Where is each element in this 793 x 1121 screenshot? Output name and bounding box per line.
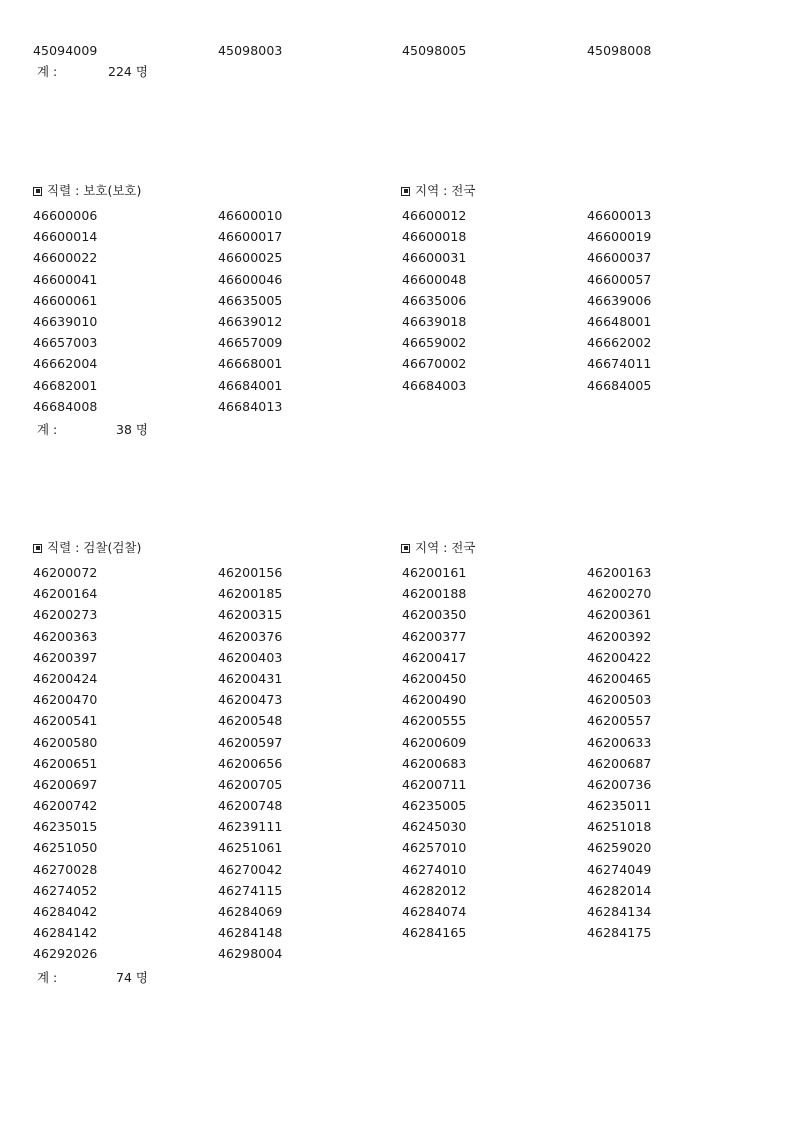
region-header-prosecution — [401, 541, 475, 555]
exam-number: 46270042 — [218, 861, 283, 877]
exam-number: 46200377 — [402, 628, 467, 644]
exam-number: 46200548 — [218, 713, 283, 729]
total-label: 계 : — [37, 64, 58, 79]
exam-number: 46200161 — [402, 565, 467, 580]
exam-number: 46251050 — [33, 840, 98, 856]
exam-number: 46200580 — [33, 734, 98, 750]
exam-number: 46239111 — [218, 819, 283, 835]
exam-number: 46235005 — [402, 798, 467, 814]
exam-number: 46200156 — [218, 565, 283, 580]
exam-number: 46600022 — [33, 250, 98, 266]
exam-number: 46200072 — [33, 565, 98, 580]
exam-number: 46639018 — [402, 313, 467, 329]
number-row — [33, 714, 773, 735]
exam-number: 46684001 — [218, 377, 283, 393]
job-label: 직렬 : 검찰(검찰) — [47, 540, 142, 555]
number-row — [33, 630, 773, 651]
exam-number: 46274010 — [402, 861, 467, 877]
exam-number: 46659002 — [402, 335, 467, 351]
exam-number: 46200273 — [33, 607, 98, 623]
exam-number: 46284165 — [402, 925, 467, 941]
exam-number: 46200363 — [33, 628, 98, 644]
region-label: 지역 : 전국 — [415, 540, 476, 555]
exam-number: 45098008 — [587, 43, 652, 58]
exam-number: 46200376 — [218, 628, 283, 644]
number-row — [33, 336, 773, 357]
job-header-prosecution — [33, 541, 141, 555]
number-row — [33, 587, 773, 608]
total-label: 계 : — [37, 970, 58, 985]
exam-number: 46200417 — [402, 649, 467, 665]
exam-number: 46200361 — [587, 607, 652, 623]
number-grid-top — [33, 44, 773, 65]
exam-number: 46200705 — [218, 776, 283, 792]
exam-number: 46282014 — [587, 882, 652, 898]
exam-number: 46684013 — [218, 398, 283, 414]
square-bullet-icon — [33, 544, 42, 553]
exam-number: 46200597 — [218, 734, 283, 750]
exam-number: 46284134 — [587, 904, 652, 919]
exam-number: 46200315 — [218, 607, 283, 623]
number-row — [33, 926, 773, 947]
exam-number: 46284074 — [402, 904, 467, 919]
exam-number: 46200697 — [33, 776, 98, 792]
job-header-protection — [33, 184, 141, 198]
exam-number: 46600017 — [218, 229, 283, 245]
exam-number: 46200736 — [587, 776, 652, 792]
exam-number: 46200163 — [587, 565, 652, 580]
exam-number: 46200397 — [33, 649, 98, 665]
number-row — [33, 693, 773, 714]
exam-number: 46200711 — [402, 776, 467, 792]
square-bullet-icon — [401, 544, 410, 553]
number-row — [33, 566, 773, 587]
total-line-prosecution — [37, 970, 148, 985]
exam-number: 46600018 — [402, 229, 467, 245]
number-row — [33, 357, 773, 378]
region-header-protection — [401, 184, 475, 198]
exam-number: 46600010 — [218, 208, 283, 223]
exam-number: 46200185 — [218, 586, 283, 602]
exam-number: 46200503 — [587, 692, 652, 708]
exam-number: 46200473 — [218, 692, 283, 708]
exam-number: 46200651 — [33, 755, 98, 771]
exam-number: 46200683 — [402, 755, 467, 771]
exam-number: 46274115 — [218, 882, 283, 898]
exam-number: 46600012 — [402, 208, 467, 223]
exam-number: 46200748 — [218, 798, 283, 814]
exam-number: 46200742 — [33, 798, 98, 814]
exam-number: 46200424 — [33, 670, 98, 686]
exam-number: 46670002 — [402, 356, 467, 372]
exam-number: 46600025 — [218, 250, 283, 266]
total-label: 계 : — [37, 422, 58, 437]
number-grid-prosecution — [33, 566, 773, 969]
total-count: 224 명 — [108, 64, 148, 79]
exam-number: 46235015 — [33, 819, 98, 835]
exam-number: 46200403 — [218, 649, 283, 665]
exam-number: 46657009 — [218, 335, 283, 351]
number-row — [33, 651, 773, 672]
exam-number: 46639006 — [587, 292, 652, 308]
exam-number: 46200656 — [218, 755, 283, 771]
exam-number: 46298004 — [218, 946, 283, 962]
exam-number: 46682001 — [33, 377, 98, 393]
exam-number: 46200450 — [402, 670, 467, 686]
total-count: 74 명 — [116, 970, 148, 985]
region-label: 지역 : 전국 — [415, 183, 476, 198]
total-line-top — [37, 64, 148, 79]
exam-number: 46668001 — [218, 356, 283, 372]
exam-number: 46284148 — [218, 925, 283, 941]
number-row — [33, 799, 773, 820]
number-row — [33, 884, 773, 905]
total-count: 38 명 — [116, 422, 148, 437]
exam-number: 46662004 — [33, 356, 98, 372]
number-grid-protection — [33, 209, 773, 421]
exam-number: 46600006 — [33, 208, 98, 223]
exam-number: 46200555 — [402, 713, 467, 729]
number-row — [33, 863, 773, 884]
exam-number: 46600013 — [587, 208, 652, 223]
square-bullet-icon — [401, 187, 410, 196]
exam-number: 46200490 — [402, 692, 467, 708]
exam-number: 46662002 — [587, 335, 652, 351]
number-row — [33, 251, 773, 272]
exam-number: 46200188 — [402, 586, 467, 602]
number-row — [33, 400, 773, 421]
exam-number: 46257010 — [402, 840, 467, 856]
exam-number: 46600037 — [587, 250, 652, 266]
exam-number: 46684003 — [402, 377, 467, 393]
total-line-protection — [37, 422, 148, 437]
exam-number: 46600014 — [33, 229, 98, 245]
exam-number: 46639012 — [218, 313, 283, 329]
exam-number: 46200633 — [587, 734, 652, 750]
exam-number: 46274049 — [587, 861, 652, 877]
exam-number: 46200270 — [587, 586, 652, 602]
exam-number: 46200470 — [33, 692, 98, 708]
number-row — [33, 757, 773, 778]
exam-number: 46282012 — [402, 882, 467, 898]
job-label: 직렬 : 보호(보호) — [47, 183, 142, 198]
exam-number: 46270028 — [33, 861, 98, 877]
exam-number: 46200164 — [33, 586, 98, 602]
exam-number: 46600048 — [402, 271, 467, 287]
exam-number: 46600061 — [33, 292, 98, 308]
number-row — [33, 841, 773, 862]
number-row — [33, 820, 773, 841]
exam-number: 46200350 — [402, 607, 467, 623]
exam-number: 46284042 — [33, 904, 98, 919]
number-row — [33, 672, 773, 693]
number-row — [33, 778, 773, 799]
number-row — [33, 736, 773, 757]
exam-number: 46284142 — [33, 925, 98, 941]
exam-number: 46259020 — [587, 840, 652, 856]
exam-number: 46600046 — [218, 271, 283, 287]
number-row — [33, 44, 773, 65]
number-row — [33, 273, 773, 294]
exam-number: 46200422 — [587, 649, 652, 665]
exam-number: 46600057 — [587, 271, 652, 287]
number-row — [33, 209, 773, 230]
exam-number: 46284069 — [218, 904, 283, 919]
exam-number: 46200541 — [33, 713, 98, 729]
exam-number: 46635005 — [218, 292, 283, 308]
exam-number: 46235011 — [587, 798, 652, 814]
exam-number: 46200465 — [587, 670, 652, 686]
exam-number: 46200431 — [218, 670, 283, 686]
exam-number: 46200609 — [402, 734, 467, 750]
exam-number: 46292026 — [33, 946, 98, 962]
exam-number: 45094009 — [33, 43, 98, 58]
exam-number: 46684008 — [33, 398, 98, 414]
exam-number: 46648001 — [587, 313, 652, 329]
exam-number: 46600031 — [402, 250, 467, 266]
exam-number: 46600019 — [587, 229, 652, 245]
exam-number: 46600041 — [33, 271, 98, 287]
number-row — [33, 947, 773, 968]
exam-number: 46684005 — [587, 377, 652, 393]
number-row — [33, 379, 773, 400]
exam-number: 46284175 — [587, 925, 652, 941]
number-row — [33, 230, 773, 251]
exam-number: 46674011 — [587, 356, 652, 372]
exam-number: 45098005 — [402, 43, 467, 58]
number-row — [33, 315, 773, 336]
exam-number: 46251061 — [218, 840, 283, 856]
number-row — [33, 905, 773, 926]
number-row — [33, 294, 773, 315]
exam-number: 46639010 — [33, 313, 98, 329]
number-row — [33, 608, 773, 629]
exam-number: 46245030 — [402, 819, 467, 835]
exam-number: 46635006 — [402, 292, 467, 308]
exam-number: 46200557 — [587, 713, 652, 729]
exam-number: 45098003 — [218, 43, 283, 58]
exam-number: 46657003 — [33, 335, 98, 351]
exam-number: 46274052 — [33, 882, 98, 898]
exam-number: 46200392 — [587, 628, 652, 644]
square-bullet-icon — [33, 187, 42, 196]
exam-number: 46251018 — [587, 819, 652, 835]
exam-number: 46200687 — [587, 755, 652, 771]
